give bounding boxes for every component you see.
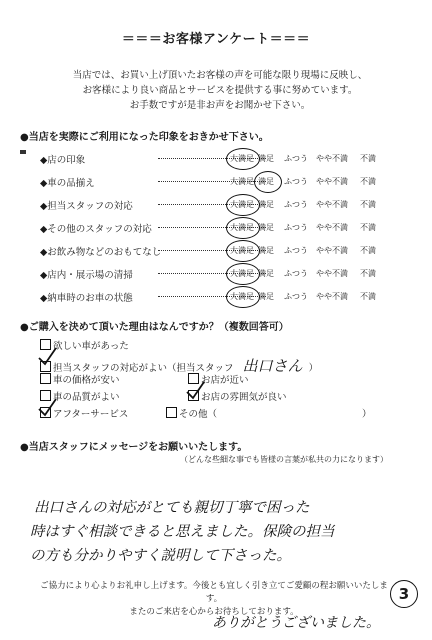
section-message-heading: ●当店スタッフにメッセージをお願いいたします。 (20, 442, 248, 453)
option-dissatisfied[interactable]: 不満 (360, 292, 376, 301)
option-satisfied[interactable]: 満足 (258, 200, 274, 209)
option-dissatisfied[interactable]: 不満 (360, 200, 376, 209)
handwritten-signoff: ありがとうございました。 (212, 615, 380, 631)
rating-label: ◆店内・展示場の清掃 (40, 270, 133, 281)
footer-line: ご協力により心よりお礼申し上げます。今後とも宜しく引き立てご愛顧の程お願いいたします。 (40, 581, 388, 604)
option-dissatisfied[interactable]: 不満 (360, 177, 376, 186)
reason-label: アフターサービス (53, 409, 129, 420)
checkmark-icon (36, 397, 58, 419)
reason-label-close: ） (308, 363, 319, 374)
checkbox[interactable] (166, 407, 177, 418)
message-line: の方も分かりやすく説明して下さった。 (30, 548, 291, 564)
option-somewhat-dissatisfied[interactable]: やや不満 (316, 177, 348, 186)
section-reasons-heading: ●ご購入を決めて頂いた理由はなんですか？（複数回答可） (20, 322, 289, 333)
option-neutral[interactable]: ふつう (284, 200, 308, 209)
rating-row (40, 198, 420, 216)
rating-row (40, 221, 420, 239)
margin-mark (20, 150, 26, 154)
option-neutral[interactable]: ふつう (284, 177, 308, 186)
option-neutral[interactable]: ふつう (284, 246, 308, 255)
section-impression-heading: ●当店を実際にご利用になった印象をおきかせ下さい。 (20, 132, 269, 143)
option-very-satisfied[interactable]: 大満足 (230, 269, 254, 278)
option-neutral[interactable]: ふつう (284, 269, 308, 278)
rating-row (40, 175, 420, 193)
selection-circle (226, 286, 260, 308)
option-neutral[interactable]: ふつう (284, 154, 308, 163)
option-very-satisfied[interactable]: 大満足 (230, 177, 254, 186)
rating-label: ◆その他のスタッフの対応 (40, 224, 152, 235)
reason-other[interactable] (166, 406, 217, 420)
survey-title: ＝＝＝お客様アンケート＝＝＝ (121, 32, 311, 47)
option-very-satisfied[interactable]: 大満足 (230, 200, 254, 209)
option-dissatisfied[interactable]: 不満 (360, 246, 376, 255)
reason-label: 欲しい車があった (53, 341, 129, 352)
option-somewhat-dissatisfied[interactable]: やや不満 (316, 292, 348, 301)
option-dissatisfied[interactable]: 不満 (360, 154, 376, 163)
option-satisfied[interactable]: 満足 (258, 177, 274, 186)
message-note: （どんな些細な事でも皆様の言葉が私共の力になります） (180, 455, 388, 464)
checkmark-icon (184, 380, 206, 402)
option-neutral[interactable]: ふつう (284, 292, 308, 301)
option-satisfied[interactable]: 満足 (258, 154, 274, 163)
option-satisfied[interactable]: 満足 (258, 292, 274, 301)
option-satisfied[interactable]: 満足 (258, 269, 274, 278)
selection-circle (226, 194, 260, 216)
reason-label: 担当スタッフの対応がよい（担当スタッフ (53, 363, 234, 374)
selection-circle (226, 148, 260, 170)
reason-label: お店が近い (201, 375, 249, 386)
rating-label: ◆お飲み物などのおもてなし (40, 247, 162, 258)
option-dissatisfied[interactable]: 不満 (360, 223, 376, 232)
option-somewhat-dissatisfied[interactable]: やや不満 (316, 154, 348, 163)
page-number-circle: 3 (390, 580, 418, 608)
option-somewhat-dissatisfied[interactable]: やや不満 (316, 269, 348, 278)
intro-line: お客様により良い商品とサービスを提供する事に努めています。 (82, 85, 358, 96)
intro-line: 当店では、お買い上げ頂いたお客様の声を可能な限り現場に反映し、 (72, 70, 368, 81)
option-satisfied[interactable]: 満足 (258, 246, 274, 255)
reason-price[interactable] (40, 372, 120, 386)
message-line: 時はすぐ相談できると思えました。保険の担当 (30, 524, 335, 540)
rating-label: ◆納車時のお車の状態 (40, 293, 133, 304)
option-somewhat-dissatisfied[interactable]: やや不満 (316, 200, 348, 209)
rating-row (40, 152, 420, 170)
rating-label: ◆店の印象 (40, 155, 86, 166)
option-very-satisfied[interactable]: 大満足 (230, 246, 254, 255)
option-very-satisfied[interactable]: 大満足 (230, 292, 254, 301)
reason-other-close: ） (362, 409, 372, 420)
intro-line: お手数ですが是非お声をお聞かせ下さい。 (129, 100, 311, 111)
option-very-satisfied[interactable]: 大満足 (230, 154, 254, 163)
selection-circle (226, 263, 260, 285)
checkmark-icon (36, 346, 58, 368)
rating-row (40, 244, 420, 262)
option-very-satisfied[interactable]: 大満足 (230, 223, 254, 232)
selection-circle (226, 240, 260, 262)
selection-circle (226, 217, 260, 239)
option-satisfied[interactable]: 満足 (258, 223, 274, 232)
rating-row (40, 290, 420, 308)
selection-circle (254, 171, 282, 193)
staff-name-handwritten: 出口さん (242, 357, 303, 375)
option-somewhat-dissatisfied[interactable]: やや不満 (316, 246, 348, 255)
option-somewhat-dissatisfied[interactable]: やや不満 (316, 223, 348, 232)
intro-text (30, 68, 410, 113)
rating-row (40, 267, 420, 285)
rating-label: ◆担当スタッフの対応 (40, 201, 133, 212)
rating-label: ◆車の品揃え (40, 178, 95, 189)
reason-label: お店の雰囲気が良い (201, 392, 287, 403)
reason-label: 車の品質がよい (53, 392, 120, 403)
option-neutral[interactable]: ふつう (284, 223, 308, 232)
option-dissatisfied[interactable]: 不満 (360, 269, 376, 278)
checkbox[interactable] (40, 373, 51, 384)
reason-label: その他（ (179, 409, 218, 420)
message-line: 出口さんの対応がとても親切丁寧で困った (34, 500, 310, 516)
reason-label: 車の価格が安い (53, 375, 120, 386)
footer-line: またのご来店を心からお待ちしております。 (129, 607, 299, 617)
